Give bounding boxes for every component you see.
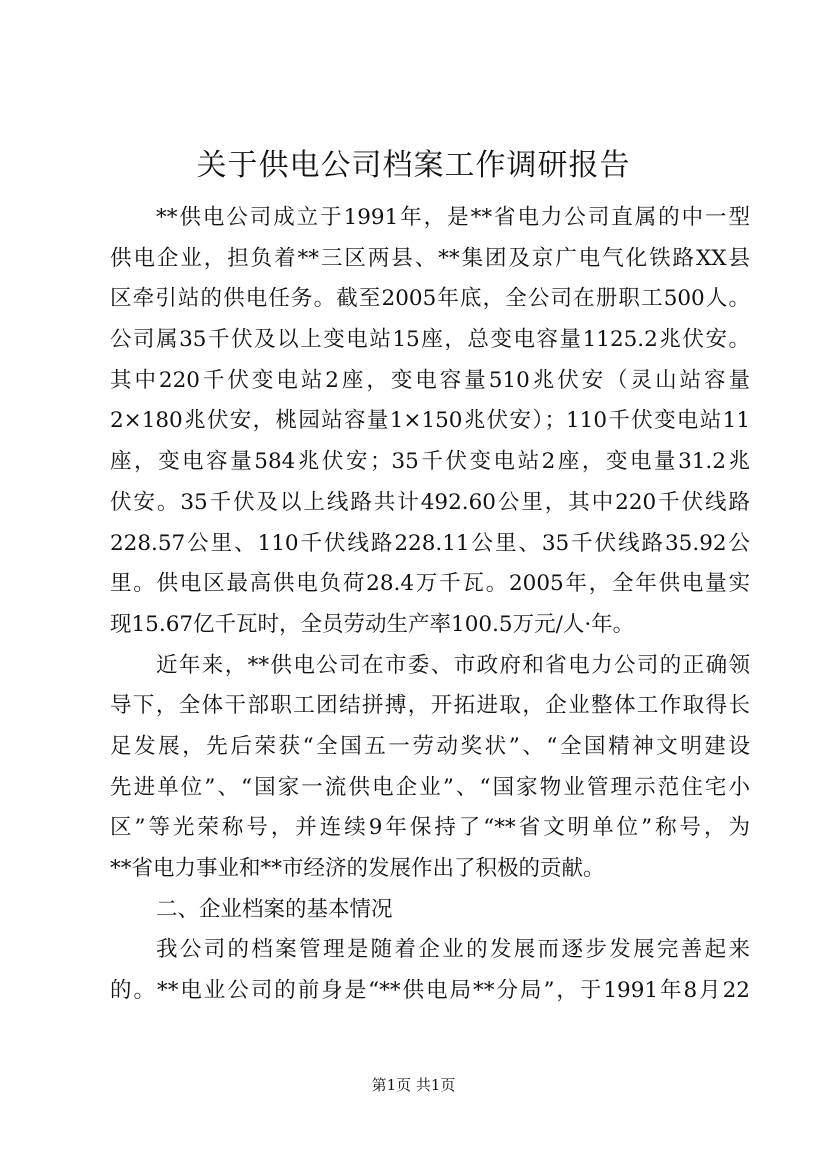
text-line: **供电公司成立于1991年，是**省电力公司直属的中一型 [156, 205, 750, 230]
page-footer: 第1页 共1页 [371, 1076, 456, 1094]
text-line: 先进单位”、“国家一流供电企业”、“国家物业管理示范住宅小 [110, 774, 750, 800]
text-line: 导下，全体干部职工团结拼搏，开拓进取，企业整体工作取得长 [110, 693, 750, 719]
text-line: 区”等光荣称号，并连续9年保持了“**省文明单位”称号，为 [110, 815, 750, 841]
text-line: 其中220千伏变电站2座，变电容量510兆伏安（灵山站容量 [110, 367, 750, 393]
text-line: 我公司的档案管理是随着企业的发展而逐步发展完善起来 [156, 937, 750, 963]
text-line: 现15.67亿千瓦时，全员劳动生产率100.5万元/人·年。 [110, 611, 635, 637]
text-line: 区牵引站的供电任务。截至2005年底，全公司在册职工500人。 [110, 286, 750, 312]
text-line: 公司属35千伏及以上变电站15座，总变电容量1125.2兆伏安。 [110, 327, 750, 353]
text-line: 伏安。35千伏及以上线路共计492.60公里，其中220千伏线路 [110, 489, 750, 515]
document-title: 关于供电公司档案工作调研报告 [196, 148, 631, 183]
text-line: 里。供电区最高供电负荷28.4万千瓦。2005年，全年供电量实 [110, 571, 750, 597]
text-line: 近年来，**供电公司在市委、市政府和省电力公司的正确领 [156, 652, 750, 678]
text-line: 供电企业，担负着**三区两县、**集团及京广电气化铁路XX县 [110, 245, 750, 271]
document-body [110, 198, 750, 1012]
text-line: 2×180兆伏安，桃园站容量1×150兆伏安）；110千伏变电站11 [110, 408, 750, 434]
paragraph [110, 198, 750, 646]
text-line: 的。**电业公司的前身是“**供电局**分局”，于1991年8月22 [110, 978, 750, 1004]
text-line: 座，变电容量584兆伏安；35千伏变电站2座，变电量31.2兆 [110, 449, 750, 475]
paragraph [110, 930, 750, 1011]
text-line: **省电力事业和**市经济的发展作出了积极的贡献。 [110, 856, 605, 881]
paragraph [110, 890, 750, 931]
paragraph [110, 646, 750, 890]
text-line: 二、企业档案的基本情况 [156, 896, 393, 922]
text-line: 228.57公里、110千伏线路228.11公里、35千伏线路35.92公 [110, 530, 750, 556]
text-line: 足发展，先后荣获“全国五一劳动奖状”、“全国精神文明建设 [110, 733, 750, 759]
